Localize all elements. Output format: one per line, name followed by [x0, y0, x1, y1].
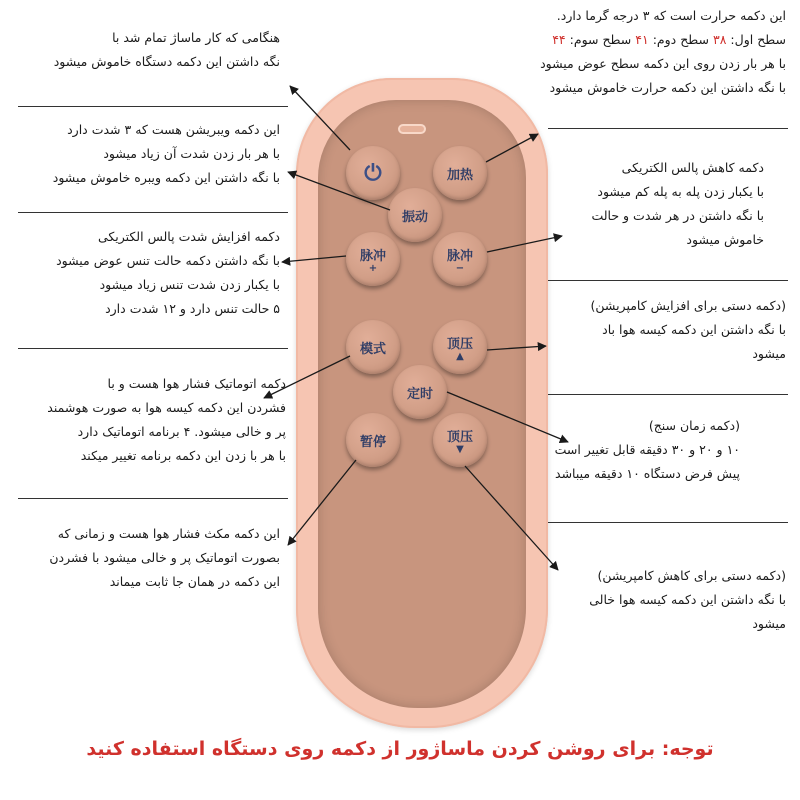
note-vibration: این دکمه ویبریشن هست که ۳ شدت دارد با هر بار زدن شدت آن زیاد میشود با نگه داشتن این دکمه ویبره خاموش میشود: [52, 122, 280, 185]
note-pulse-up: دکمه افزایش شدت پالس الکتریکی با نگه داشتن دکمه حالت تنس عوض میشود با یکبار زدن شدت تنس زیاد میشود ۵ حالت تنس دارد و ۱۲ شدت دارد: [56, 229, 280, 316]
plus-icon: +: [368, 262, 378, 274]
note-heat: این دکمه حرارت است که ۳ درجه گرما دارد. سطح اول: ۳۸ سطح دوم: ۴۱ سطح سوم: ۴۴ با هر بار زدن روی این دکمه سطح عوض میشود با نگه داشتن این دکمه حرارت خاموش میشود: [540, 8, 786, 95]
arrow-press-up: [487, 346, 546, 350]
note-pause: این دکمه مکث فشار هوا هست و زمانی که بصورت اتوماتیک پر و خالی میشود با فشردن این دکمه در همان جا ثابت میماند: [49, 526, 280, 589]
triangle-up-icon: ▲: [456, 350, 464, 362]
heat-levels-line: سطح اول: ۳۸ سطح دوم: ۴۱ سطح سوم: ۴۴: [552, 32, 786, 47]
note-power: هنگامی که کار ماساژ تمام شد با نگه داشتن این دکمه دستگاه خاموش میشود: [53, 30, 280, 69]
press-up-label: 顶压: [446, 336, 473, 352]
arrow-heat: [486, 134, 538, 162]
pulse-minus-label: 脉冲: [446, 248, 473, 264]
note-press-up: (دکمه دستی برای افزایش کامپریشن) با نگه داشتن این دکمه کیسه هوا باد میشود: [590, 298, 786, 361]
press-down-label: 顶压: [446, 429, 473, 445]
vibrate-button-label: 振动: [401, 209, 428, 225]
power-icon: ⏻: [364, 160, 382, 186]
heat-button-label: 加热: [446, 167, 473, 183]
minus-icon: −: [455, 262, 465, 274]
pause-button-label: 暂停: [359, 434, 386, 450]
arrow-pulse-down: [487, 236, 562, 252]
pulse-plus-label: 脉冲: [359, 248, 386, 264]
mode-button-label: 模式: [359, 341, 386, 357]
arrow-timer: [447, 392, 568, 442]
note-timer: (دکمه زمان سنج) ۱۰ و ۲۰ و ۳۰ دقیقه قابل تغییر است پیش فرض دستگاه ۱۰ دقیقه میباشد: [554, 418, 740, 481]
note-mode: دکمه اتوماتیک فشار هوا هست و با فشردن این دکمه کیسه هوا به صورت هوشمند پر و خالی میشود. ۴ برنامه اتوماتیک دارد با هر با زدن این دکمه برنامه تغییر میکند: [47, 376, 286, 463]
triangle-down-icon: ▼: [456, 443, 464, 455]
arrow-pause: [288, 460, 356, 545]
arrow-press-down: [465, 466, 558, 570]
note-pulse-down: دکمه کاهش پالس الکتریکی با یکبار زدن پله به پله کم میشود با نگه داشتن در هر شدت و حالت خاموش میشود: [591, 160, 764, 247]
arrow-pulse-up: [282, 256, 346, 262]
arrow-power: [290, 86, 350, 150]
bottom-note: توجه: برای روشن کردن ماساژور از دکمه روی دستگاه استفاده کنید: [86, 738, 714, 760]
arrow-vibration: [288, 172, 390, 210]
note-press-down: (دکمه دستی برای کاهش کامپریشن) با نگه داشتن این دکمه کیسه هوا خالی میشود: [589, 568, 786, 631]
timer-button-label: 定时: [406, 386, 433, 402]
arrow-mode: [264, 356, 350, 398]
